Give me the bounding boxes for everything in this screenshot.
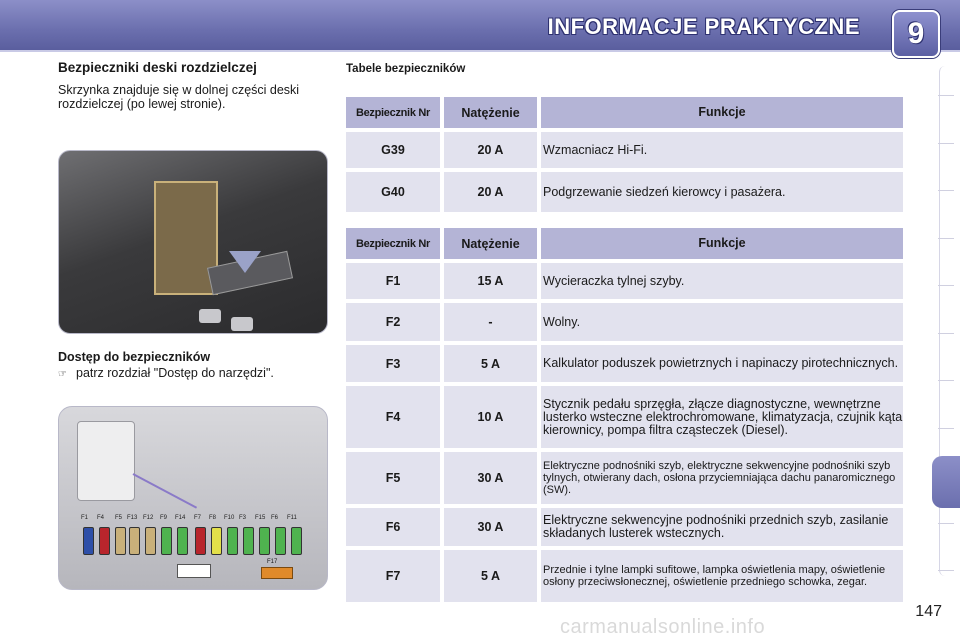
- tab-divider: [938, 95, 954, 96]
- fuse: [275, 527, 286, 555]
- tab-divider: [938, 143, 954, 144]
- header-functions: Funkcje: [541, 97, 903, 128]
- pedal-icon: [199, 309, 221, 323]
- fuse: [99, 527, 110, 555]
- access-instruction-text: patrz rozdział "Dostęp do narzędzi".: [76, 366, 274, 380]
- fuse-label: F9: [160, 515, 168, 521]
- fuse: [291, 527, 302, 555]
- table-row: [346, 550, 904, 602]
- fuse-amperage: 5 A: [444, 345, 537, 382]
- header-fuse-number: Bezpiecznik Nr: [346, 228, 440, 259]
- fuse-label: F1: [81, 515, 89, 521]
- tab-divider: [938, 570, 954, 571]
- fuse-number: F4: [346, 386, 440, 448]
- table-row: [346, 508, 904, 546]
- fuse-function: Kalkulator poduszek powietrznych i napinaczy pirotechnicznych.: [541, 345, 903, 382]
- fuse: [83, 527, 94, 555]
- page-number: 147: [915, 603, 942, 620]
- table-row: [346, 303, 904, 341]
- fuse-amperage: 10 A: [444, 386, 537, 448]
- fuse: [161, 527, 172, 555]
- fuse-label: F11: [287, 515, 297, 521]
- tables-title: Tabele bezpieczników: [346, 63, 466, 75]
- intro-paragraph: Skrzynka znajduje się w dolnej części deski rozdzielczej (po lewej stronie).: [58, 83, 300, 111]
- fuse-function: Podgrzewanie siedzeń kierowcy i pasażera.: [541, 172, 903, 212]
- fuse-number: G40: [346, 172, 440, 212]
- fuse: [129, 527, 140, 555]
- table-row: [346, 132, 904, 168]
- fuse-function: Przednie i tylne lampki sufitowe, lampka oświetlenia mapy, oświetlenie osłony przeciwsłonecznej, oświetlenie przedniego schowka, zegar.: [541, 550, 903, 602]
- fusebox-body: [77, 421, 135, 501]
- fusebox-diagram: [58, 406, 328, 590]
- fuse-function: Elektryczne podnośniki szyb, elektryczne sekwencyjne podnośniki szyb tylnych, otwierany dach, osłona przyciemniająca dachu panaromicznego (SW).: [541, 452, 903, 504]
- dashboard-fusebox-illustration: [58, 150, 328, 334]
- tab-divider: [938, 428, 954, 429]
- fuse: [227, 527, 238, 555]
- fuse-label: F4: [97, 515, 105, 521]
- fuse-function: Elektryczne sekwencyjne podnośniki przednich szyb, zasilanie składanych lusterek wstecznych.: [541, 508, 903, 546]
- fuse-label: F12: [143, 515, 154, 521]
- header-fuse-number: Bezpiecznik Nr: [346, 97, 440, 128]
- access-title: Dostęp do bezpieczników: [58, 350, 211, 364]
- fuse-label: F5: [115, 515, 123, 521]
- active-chapter-tab[interactable]: [932, 456, 960, 508]
- table-row: [346, 172, 904, 212]
- table-row: [346, 345, 904, 382]
- header-divider: [0, 50, 960, 52]
- fuse: [211, 527, 222, 555]
- fuse-label: F8: [209, 515, 217, 521]
- fuse-amperage: 15 A: [444, 263, 537, 299]
- header-amperage: Natężenie: [444, 97, 537, 128]
- header-amperage: Natężenie: [444, 228, 537, 259]
- fuse-zoom-pointer: [133, 473, 198, 509]
- fuse-amperage: 30 A: [444, 508, 537, 546]
- relay-block: [177, 564, 211, 578]
- fuse-amperage: 5 A: [444, 550, 537, 602]
- header-functions: Funkcje: [541, 228, 903, 259]
- tab-divider: [938, 380, 954, 381]
- fuse-number: F7: [346, 550, 440, 602]
- fuse-label: F3: [239, 515, 247, 521]
- tab-divider: [938, 238, 954, 239]
- fuse: [145, 527, 156, 555]
- tab-divider: [938, 190, 954, 191]
- fuse-label: F6: [271, 515, 279, 521]
- fuse-function: Wzmacniacz Hi-Fi.: [541, 132, 903, 168]
- pointer-bullet-icon: ☞: [58, 369, 67, 380]
- pedal-icon: [231, 317, 253, 331]
- fuse-label-f17: F17: [267, 559, 278, 565]
- fuse: [243, 527, 254, 555]
- chapter-number-badge: 9: [892, 10, 940, 58]
- fuse-function: Wycieraczka tylnej szyby.: [541, 263, 903, 299]
- fuse-number: F1: [346, 263, 440, 299]
- fuse-label: F15: [255, 515, 266, 521]
- fuse-amperage: 30 A: [444, 452, 537, 504]
- watermark-text: carmanualsonline.info: [560, 616, 766, 638]
- section-title: Bezpieczniki deski rozdzielczej: [58, 60, 257, 75]
- fuse-number: F3: [346, 345, 440, 382]
- tab-divider: [938, 523, 954, 524]
- fuse-label: F13: [127, 515, 138, 521]
- table-row: [346, 452, 904, 504]
- fuse-function: Stycznik pedału sprzęgła, złącze diagnostyczne, wewnętrzne lusterko wsteczne elektrochromowane, klimatyzacja, czujnik kąta kierownicy, pompa filtra cząsteczek (Diesel).: [541, 386, 903, 448]
- fuse-label: F14: [175, 515, 186, 521]
- table-header-row: [346, 228, 904, 259]
- tab-divider: [938, 285, 954, 286]
- fuse: [259, 527, 270, 555]
- fuse-number: G39: [346, 132, 440, 168]
- access-instruction: [58, 366, 274, 380]
- chapter-title: INFORMACJE PRAKTYCZNE: [547, 14, 860, 39]
- fuse-label: F7: [194, 515, 202, 521]
- fuse: [195, 527, 206, 555]
- fuse-number: F5: [346, 452, 440, 504]
- fuse-amperage: 20 A: [444, 132, 537, 168]
- fuse-label: F10: [224, 515, 235, 521]
- table-row: [346, 386, 904, 448]
- fuse-amperage: -: [444, 303, 537, 341]
- table-row: [346, 263, 904, 299]
- fuse-amperage: 20 A: [444, 172, 537, 212]
- open-direction-arrow-icon: [229, 251, 261, 273]
- tab-divider: [938, 333, 954, 334]
- fuse-number: F6: [346, 508, 440, 546]
- fuse-number: F2: [346, 303, 440, 341]
- fuse: [177, 527, 188, 555]
- fuse-f17: [261, 567, 293, 579]
- fuse-function: Wolny.: [541, 303, 903, 341]
- table-header-row: [346, 97, 904, 128]
- fuse: [115, 527, 126, 555]
